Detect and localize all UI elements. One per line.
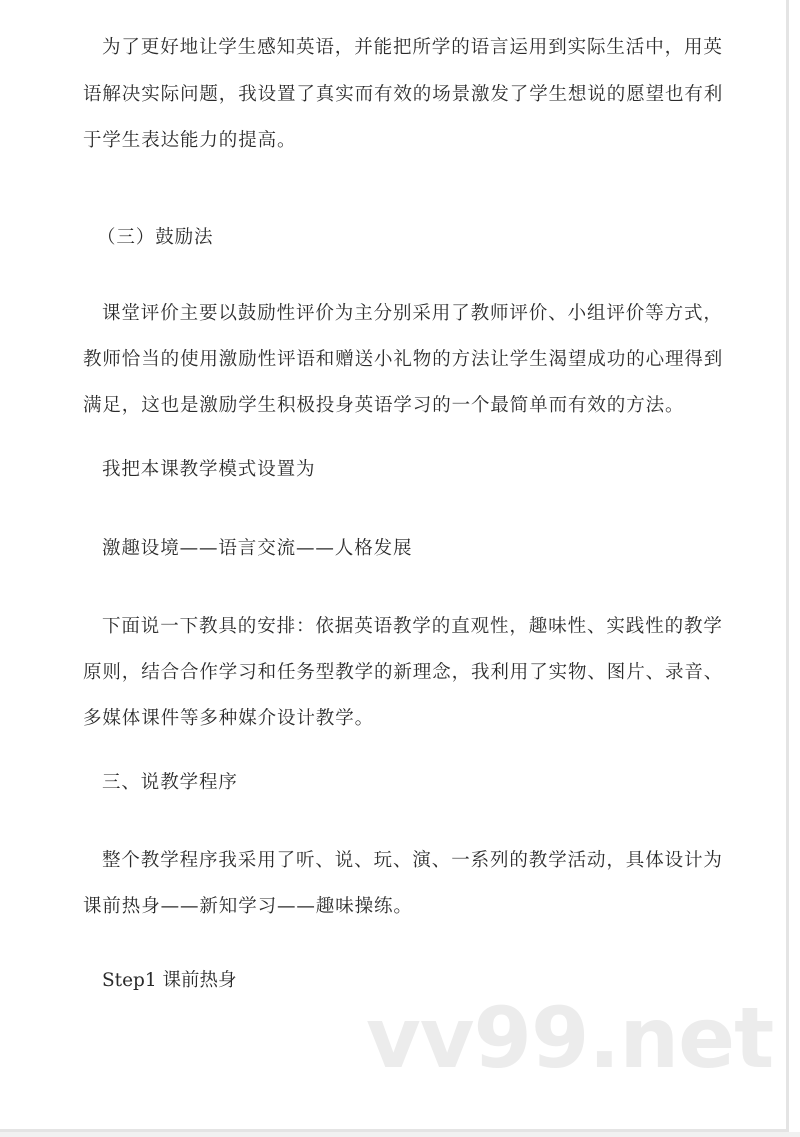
evaluation-paragraph-line-3: 满足，这也是激励学生积极投身英语学习的一个最简单而有效的方法。 xyxy=(83,395,685,416)
procedure-paragraph-line-1: 整个教学程序我采用了听、说、玩、演、一系列的教学活动，具体设计为 xyxy=(102,850,723,871)
teaching-aids-line-2: 原则，结合合作学习和任务型教学的新理念，我利用了实物、图片、录音、 xyxy=(83,662,724,683)
mode-value-text: 激趣设境——语言交流——人格发展 xyxy=(102,538,413,559)
section-heading-encouragement: （三）鼓励法 xyxy=(97,227,214,248)
evaluation-paragraph-line-2: 教师恰当的使用激励性评语和赠送小礼物的方法让学生渴望成功的心理得到 xyxy=(83,349,724,370)
scenario-paragraph-line-3: 于学生表达能力的提高。 xyxy=(83,130,297,151)
scenario-paragraph-line-2: 语解决实际问题，我设置了真实而有效的场景激发了学生想说的愿望也有利 xyxy=(83,84,724,105)
watermark-text: vv99.net xyxy=(366,989,774,1087)
scenario-paragraph-line-1: 为了更好地让学生感知英语，并能把所学的语言运用到实际生活中，用英 xyxy=(102,37,723,58)
section-heading-procedure: 三、说教学程序 xyxy=(102,772,238,793)
page-bottom-edge xyxy=(0,1132,800,1137)
teaching-aids-line-1: 下面说一下教具的安排：依据英语教学的直观性，趣味性、实践性的教学 xyxy=(102,616,723,637)
step1-heading: Step1 课前热身 xyxy=(102,970,237,991)
mode-intro-text: 我把本课教学模式设置为 xyxy=(102,459,316,480)
procedure-paragraph-line-2: 课前热身——新知学习——趣味操练。 xyxy=(83,896,413,917)
teaching-aids-line-3: 多媒体课件等多种媒介设计教学。 xyxy=(83,708,375,729)
evaluation-paragraph-line-1: 课堂评价主要以鼓励性评价为主分别采用了教师评价、小组评价等方式， xyxy=(102,303,723,324)
